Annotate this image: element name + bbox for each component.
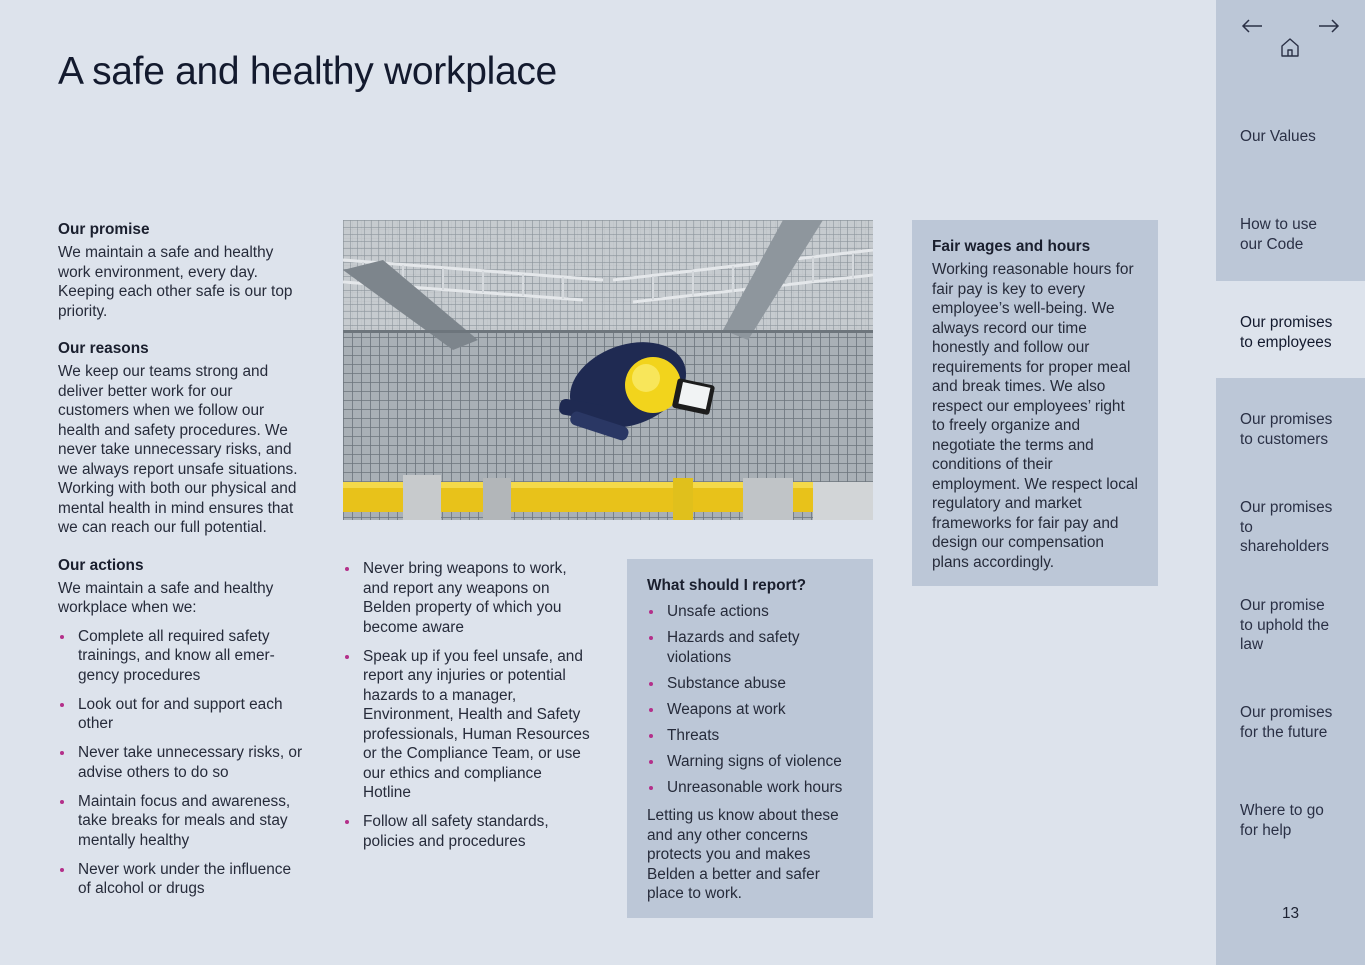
promise-heading: Our promise <box>58 221 150 238</box>
list-item: Never work under the influence of alcohol or drugs <box>58 860 306 899</box>
list-item: Follow all safety standards, policies and procedures <box>343 812 593 851</box>
list-item: Never take unnecessary risks, or advise others to do so <box>58 743 306 782</box>
list-item: Look out for and support each other <box>58 695 306 734</box>
promise-text: We maintain a safe and healthy work environment, every day. Keeping each other safe is our top priority. <box>58 244 293 320</box>
sidebar-item-employees[interactable]: Our promises to employees <box>1216 281 1365 378</box>
worker-on-grating-illustration <box>343 220 873 520</box>
left-column <box>58 220 306 908</box>
wages-heading: Fair wages and hours <box>932 238 1091 255</box>
report-box <box>627 559 873 918</box>
list-item: Unsafe actions <box>647 602 853 622</box>
list-item: Speak up if you feel unsafe, and report any injuries or potential hazards to a manager, Environment, Health and Safety professionals, Human Resources or the Compliance Team, or use our ethics and compliance Hotline <box>343 647 593 803</box>
list-item: Never bring weapons to work, and report any weapons on Belden property of which you become aware <box>343 559 593 637</box>
actions-list <box>58 627 306 899</box>
sidebar-item-help[interactable]: Where to go for help <box>1240 802 1324 839</box>
sidebar-item-law[interactable]: Our promise to uphold the law <box>1240 597 1329 653</box>
wages-box <box>912 220 1158 586</box>
list-item: Warning signs of violence <box>647 752 853 772</box>
reasons-text: We keep our teams strong and deliver better work for our customers when we follow our health and safety procedures. We never take unnecessary risks, and we always report unsafe situations. Working with both our physical and mental health in mind ensures that we can reach our full potential. <box>58 363 298 536</box>
report-closing: Letting us know about these and any other concerns protects you and makes Belden a better and safer place to work. <box>647 807 839 902</box>
worker-photo <box>343 220 873 520</box>
sidebar-item-how-to-use[interactable]: How to use our Code <box>1240 216 1317 253</box>
more-actions-list <box>343 559 593 851</box>
sidebar-item-future[interactable]: Our promises for the future <box>1240 704 1333 741</box>
list-item: Substance abuse <box>647 674 853 694</box>
sidebar-nav <box>1216 0 1365 965</box>
reasons-heading: Our reasons <box>58 340 149 357</box>
arrow-right-icon[interactable] <box>1317 15 1341 37</box>
actions-intro: We maintain a safe and healthy workplace when we: <box>58 579 274 616</box>
page-number: 13 <box>1281 905 1300 922</box>
home-icon[interactable] <box>1279 36 1301 58</box>
list-item: Threats <box>647 726 853 746</box>
page-title: A safe and healthy workplace <box>58 50 557 93</box>
list-item: Weapons at work <box>647 700 853 720</box>
list-item: Maintain focus and awareness, take breaks for meals and stay mentally healthy <box>58 792 306 851</box>
sidebar-item-our-values[interactable]: Our Values <box>1240 128 1316 145</box>
middle-column <box>343 559 593 861</box>
list-item: Unreasonable work hours <box>647 778 853 798</box>
report-heading: What should I report? <box>647 577 807 594</box>
actions-heading: Our actions <box>58 556 144 574</box>
list-item: Complete all required safety trainings, and know all emer-gency procedures <box>58 627 306 686</box>
wages-text: Working reasonable hours for fair pay is key to every employee’s well-being. We always record our time honestly and follow our requirements for proper meal and break times. We also respect our employees’ right to freely organize and negotiate the terms and conditions of their employment. We respect local regulatory and market frameworks for fair pay and design our compensation plans accordingly. <box>932 261 1138 571</box>
list-item: Hazards and safety violations <box>647 628 853 667</box>
sidebar-item-shareholders[interactable]: Our promises to shareholders <box>1240 499 1333 555</box>
sidebar-item-customers[interactable]: Our promises to customers <box>1240 411 1333 448</box>
arrow-left-icon[interactable] <box>1240 15 1264 37</box>
report-list <box>647 602 853 797</box>
